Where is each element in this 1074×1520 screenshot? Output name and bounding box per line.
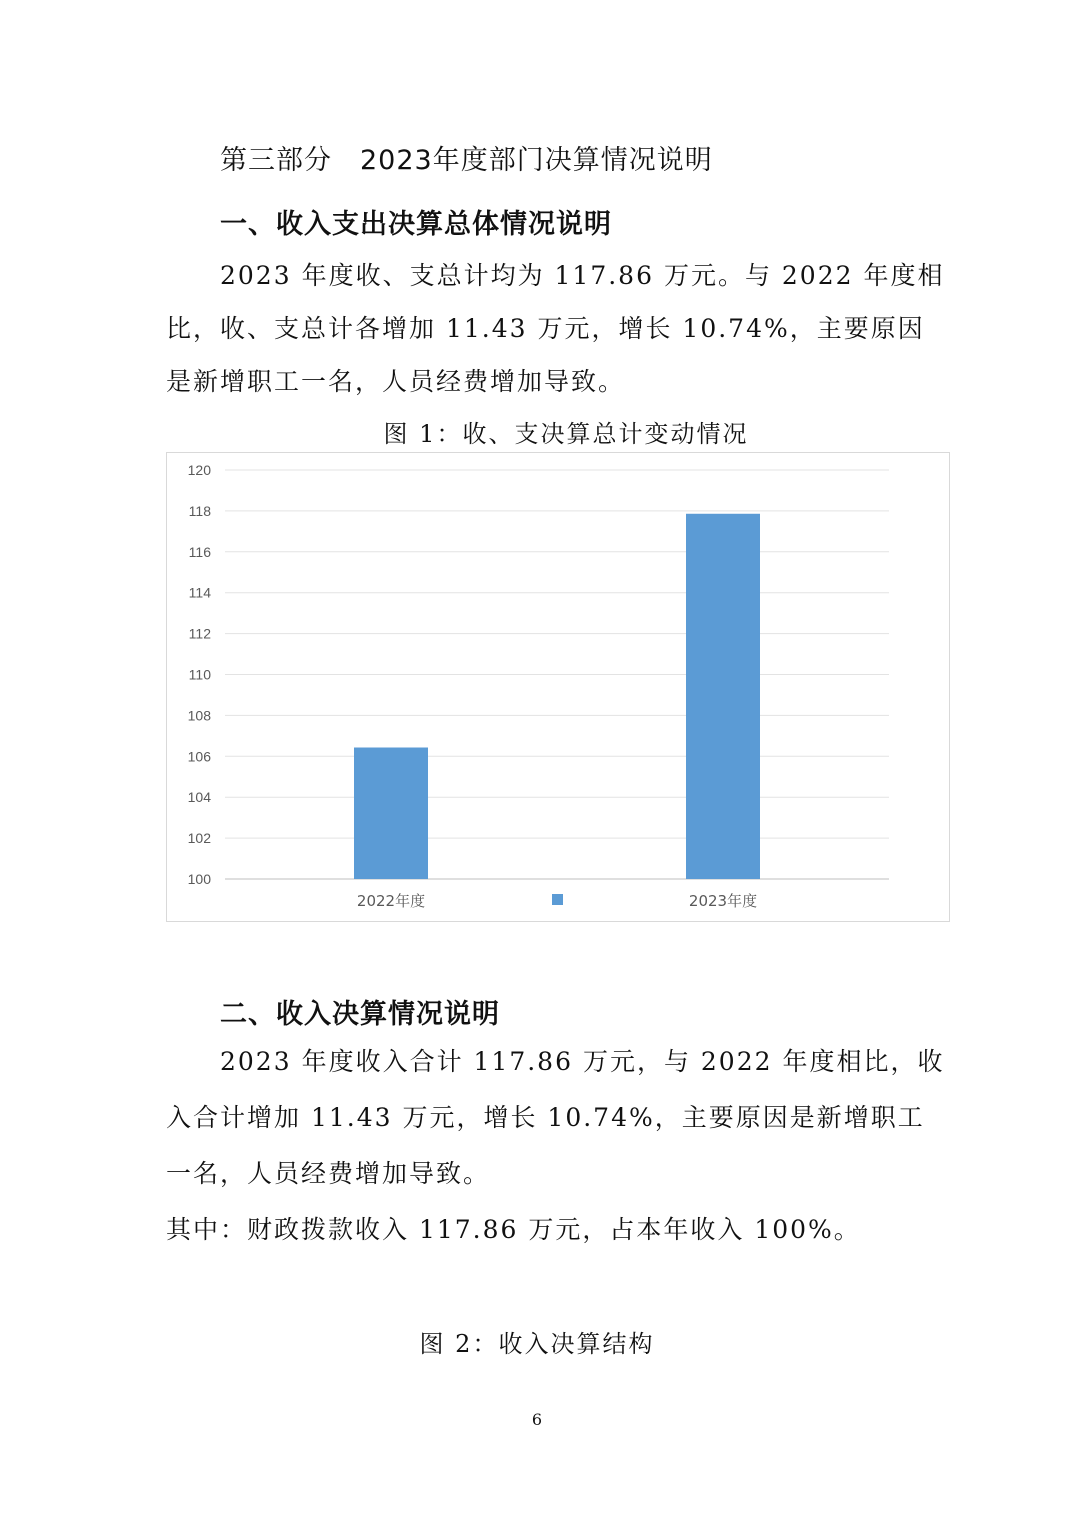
y-tick-label: 106 <box>187 748 211 765</box>
bar-2022年度 <box>354 748 428 879</box>
y-tick-label: 118 <box>188 502 211 519</box>
y-tick-label: 114 <box>188 584 211 601</box>
figure1-caption: 图 1：收、支决算总计变动情况 <box>383 420 749 448</box>
bar-2023年度 <box>686 514 760 879</box>
section-title: 第三部分 2023年度部门决算情况说明 <box>220 145 713 176</box>
y-tick-label: 112 <box>188 625 211 642</box>
section2-heading: 二、收入决算情况说明 <box>220 999 500 1030</box>
section1-line-1: 2023 年度收、支总计均为 117.86 万元。与 2022 年度相 <box>220 261 945 290</box>
figure2-caption: 图 2：收入决算结构 <box>419 1330 655 1358</box>
chart-frame <box>166 452 950 922</box>
legend-marker <box>552 894 563 905</box>
x-tick-label: 2022年度 <box>356 892 426 910</box>
section1-heading: 一、收入支出决算总体情况说明 <box>220 209 612 240</box>
y-tick-label: 116 <box>188 543 211 560</box>
y-tick-label: 108 <box>187 707 211 724</box>
bar-chart <box>167 453 949 921</box>
x-tick-label: 2023年度 <box>688 892 758 910</box>
section2-line-3: 一名，人员经费增加导致。 <box>166 1159 491 1188</box>
section2-line-2: 入合计增加 11.43 万元，增长 10.74%，主要原因是新增职工 <box>166 1103 925 1132</box>
y-tick-label: 104 <box>187 789 211 806</box>
y-tick-label: 120 <box>187 462 211 478</box>
section2-line-4: 其中：财政拨款收入 117.86 万元，占本年收入 100%。 <box>166 1215 861 1244</box>
y-tick-label: 110 <box>188 666 211 683</box>
y-tick-label: 100 <box>187 871 211 887</box>
y-tick-label: 102 <box>187 830 211 847</box>
section1-line-2: 比，收、支总计各增加 11.43 万元，增长 10.74%，主要原因 <box>166 314 925 343</box>
page-number: 6 <box>531 1410 543 1429</box>
section1-line-3: 是新增职工一名，人员经费增加导致。 <box>166 367 626 396</box>
section2-line-1: 2023 年度收入合计 117.86 万元，与 2022 年度相比，收 <box>220 1047 945 1076</box>
